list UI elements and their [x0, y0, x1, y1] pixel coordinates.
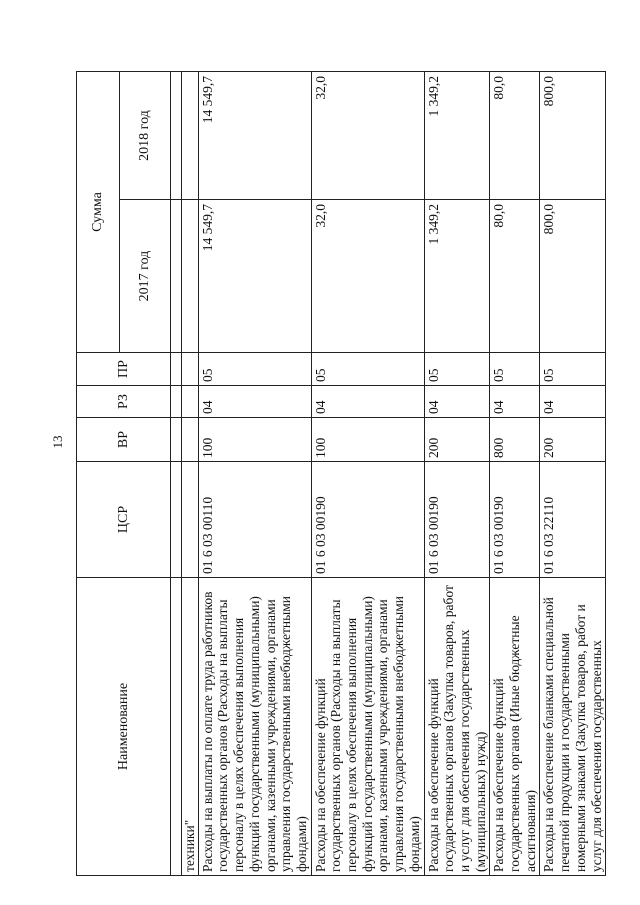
table-row — [540, 72, 606, 876]
row-2018: 80,0 — [490, 72, 540, 200]
table-row — [424, 72, 490, 876]
row-2017: 32,0 — [311, 200, 424, 353]
header-vr: ВР — [77, 418, 171, 462]
rotated-table-container — [76, 72, 604, 876]
row-csr: 01 6 03 00110 — [198, 462, 311, 578]
table-row — [490, 72, 540, 876]
row-2017: 14 549,7 — [198, 200, 311, 353]
row-rz: 04 — [490, 386, 540, 418]
row-2017: 800,0 — [540, 200, 606, 353]
row-csr: 01 6 03 00190 — [311, 462, 424, 578]
row-2017: 80,0 — [490, 200, 540, 353]
spacer-row — [171, 72, 182, 876]
row-2018: 14 549,7 — [198, 72, 311, 200]
table-row — [198, 72, 311, 876]
row-csr: 01 6 03 22110 — [540, 462, 606, 578]
header-csr: ЦСР — [77, 462, 171, 578]
row-name: Расходы на обеспечение функций государственных органов (Иные бюджетные ассигнования) — [490, 578, 540, 876]
row-rz: 04 — [198, 386, 311, 418]
continuation-text: техники" — [182, 578, 199, 876]
row-pr: 05 — [424, 353, 490, 386]
row-pr: 05 — [311, 353, 424, 386]
row-rz: 04 — [311, 386, 424, 418]
row-name: Расходы на выплаты по оплате труда работников государственных органов (Расходы на выплаты персоналу в целях обеспечения выполнения функций государственными (муниципальными) органами, казенными учреждениями, органами управления государственными внебюджетными фондами) — [198, 578, 311, 876]
row-2018: 800,0 — [540, 72, 606, 200]
row-csr: 01 6 03 00190 — [490, 462, 540, 578]
header-sum: Сумма — [77, 72, 120, 353]
row-vr: 100 — [311, 418, 424, 462]
header-rz: РЗ — [77, 386, 171, 418]
row-name: Расходы на обеспечение функций государственных органов (Закупка товаров, работ и услуг для обеспечения государственных (муниципальных) нужд) — [424, 578, 490, 876]
page-number: 13 — [50, 435, 65, 449]
row-2018: 32,0 — [311, 72, 424, 200]
header-pr: ПР — [77, 353, 171, 386]
row-vr: 100 — [198, 418, 311, 462]
header-2017: 2017 год — [120, 200, 171, 353]
header-2018: 2018 год — [120, 72, 171, 200]
continuation-row — [182, 72, 199, 876]
row-rz: 04 — [540, 386, 606, 418]
row-pr: 05 — [490, 353, 540, 386]
table-row — [311, 72, 424, 876]
row-2018: 1 349,2 — [424, 72, 490, 200]
row-vr: 200 — [540, 418, 606, 462]
row-vr: 200 — [424, 418, 490, 462]
row-pr: 05 — [540, 353, 606, 386]
row-2017: 1 349,2 — [424, 200, 490, 353]
row-pr: 05 — [198, 353, 311, 386]
budget-table — [76, 71, 606, 876]
row-vr: 800 — [490, 418, 540, 462]
row-name: Расходы на обеспечение бланками специальной печатной продукции и государственными номерными знаками (Закупка товаров, работ и услуг для обеспечения государственных — [540, 578, 606, 876]
header-name: Наименование — [77, 578, 171, 876]
row-csr: 01 6 03 00190 — [424, 462, 490, 578]
row-rz: 04 — [424, 386, 490, 418]
row-name: Расходы на обеспечение функций государственных органов (Расходы на выплаты персоналу в целях обеспечения выполнения функций государственными (муниципальными) органами, казенными учреждениями, органами управления государственными внебюджетными фондами) — [311, 578, 424, 876]
